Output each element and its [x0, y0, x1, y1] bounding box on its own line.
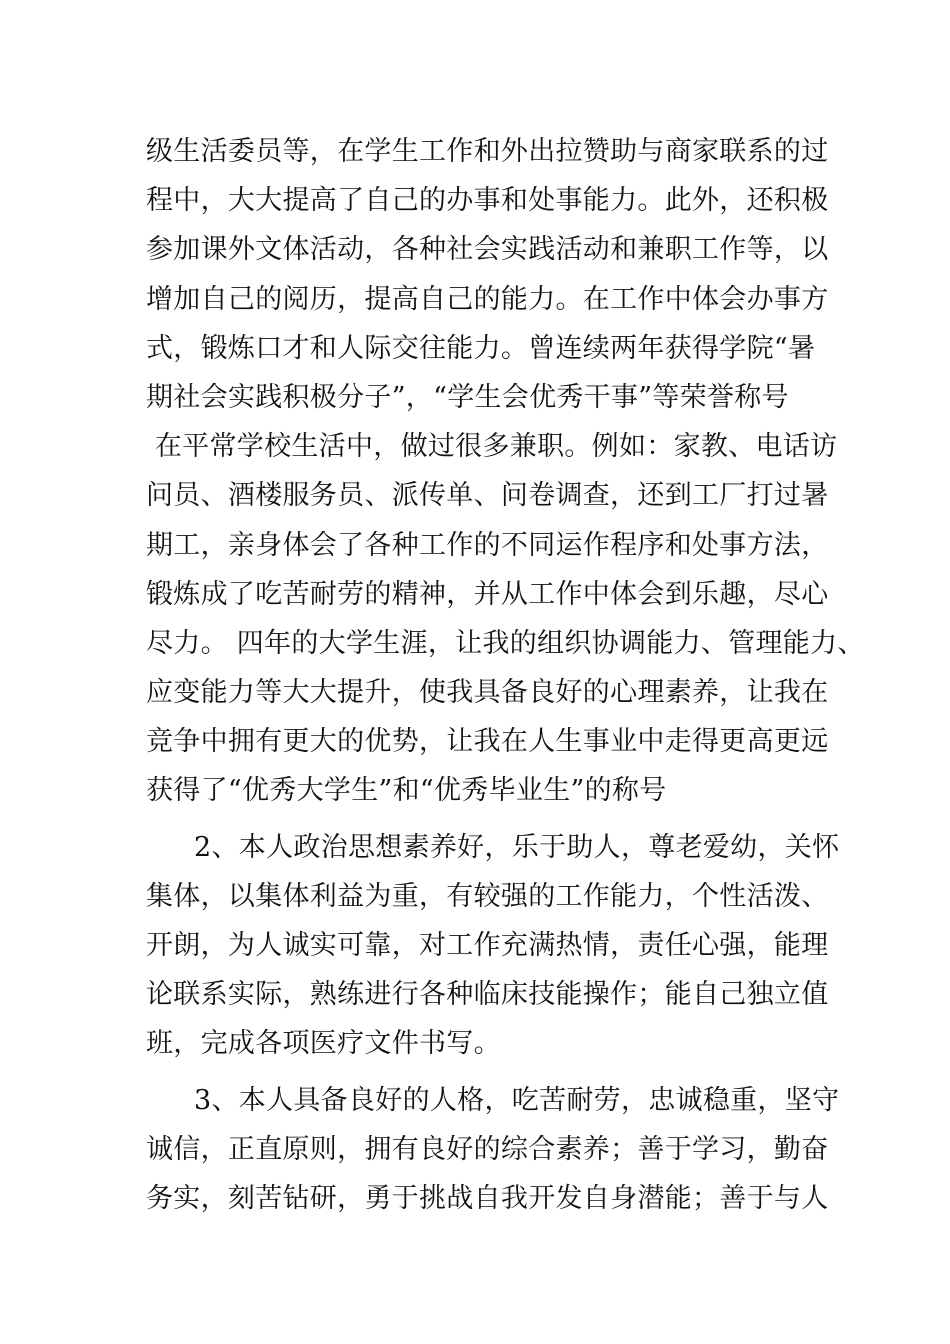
text-line: 获得了“优秀大学生”和“优秀毕业生”的称号 — [146, 775, 667, 806]
text-line: 在平常学校生活中，做过很多兼职。例如：家教、电话访 — [146, 431, 838, 462]
text-line: 式，锻炼口才和人际交往能力。曾连续两年获得学院“暑 — [146, 333, 816, 364]
text-line: 应变能力等大大提升，使我具备良好的心理素养，让我在 — [146, 677, 829, 708]
text-line: 问员、酒楼服务员、派传单、问卷调查，还到工厂打过暑 — [146, 480, 829, 511]
text-line: 尽力。 四年的大学生涯，让我的组织协调能力、管理能力、 — [146, 628, 865, 659]
paragraph-first-line: 2、本人政治思想素养好，乐于助人，尊老爱幼，关怀 — [194, 832, 840, 863]
paragraph-first-line: 3、本人具备良好的人格，吃苦耐劳，忠诚稳重，坚守 — [194, 1085, 840, 1116]
text-line: 参加课外文体活动，各种社会实践活动和兼职工作等，以 — [146, 234, 829, 265]
text-line: 集体，以集体利益为重，有较强的工作能力，个性活泼、 — [146, 881, 829, 912]
text-line: 期社会实践积极分子”，“学生会优秀干事”等荣誉称号 — [146, 382, 789, 413]
text-line: 级生活委员等，在学生工作和外出拉赞助与商家联系的过 — [146, 136, 829, 167]
text-line: 开朗，为人诚实可靠，对工作充满热情，责任心强，能理 — [146, 930, 829, 961]
text-line: 锻炼成了吃苦耐劳的精神，并从工作中体会到乐趣，尽心 — [146, 579, 829, 610]
text-line: 增加自己的阅历，提高自己的能力。在工作中体会办事方 — [146, 284, 829, 315]
text-line: 程中，大大提高了自己的办事和处事能力。此外，还积极 — [146, 185, 829, 216]
text-line: 竞争中拥有更大的优势，让我在人生事业中走得更高更远 — [146, 726, 829, 757]
text-line: 期工，亲身体会了各种工作的不同运作程序和处事方法， — [146, 530, 829, 561]
text-line: 诚信，正直原则，拥有良好的综合素养；善于学习，勤奋 — [146, 1134, 829, 1165]
text-line: 务实，刻苦钻研，勇于挑战自我开发自身潜能；善于与人 — [146, 1183, 829, 1214]
text-line: 班，完成各项医疗文件书写。 — [146, 1028, 501, 1059]
text-line: 论联系实际，熟练进行各种临床技能操作；能自己独立值 — [146, 979, 829, 1010]
